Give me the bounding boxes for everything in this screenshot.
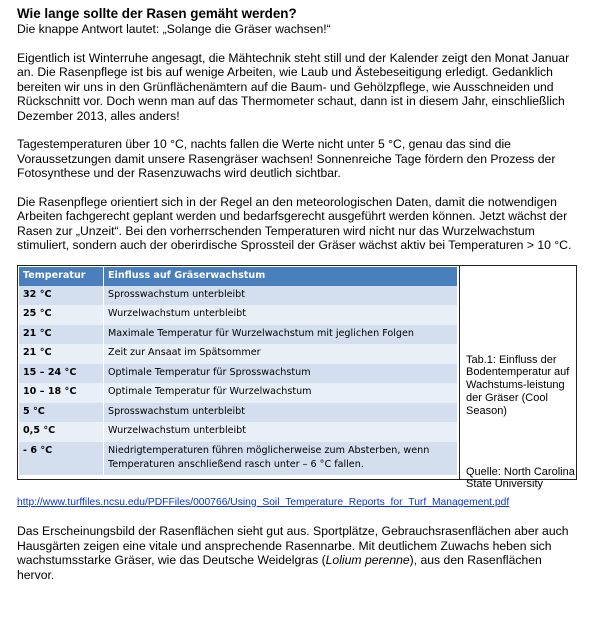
column-header-influence: Einfluss auf Gräserwachstum: [104, 267, 458, 286]
page-title: Wie lange sollte der Rasen gemäht werden?: [17, 6, 297, 21]
subtitle: Die knappe Antwort lautet: „Solange die Gräser wachsen!“: [17, 22, 331, 36]
temperature-cell: 21 °C: [19, 325, 104, 345]
influence-cell: Maximale Temperatur für Wurzelwachstum mit jeglichen Folgen: [104, 325, 458, 345]
influence-cell: Wurzelwachstum unterbleibt: [104, 305, 458, 325]
table-row: [19, 364, 458, 384]
temperature-cell: 25 °C: [19, 305, 104, 325]
closing-text-end: ), aus den Rasenflächen hervor.: [17, 553, 542, 582]
temperature-cell: 5 °C: [19, 403, 104, 423]
influence-cell: Sprosswachstum unterbleibt: [104, 403, 458, 423]
influence-cell: Zeit zur Ansaat im Spätsommer: [104, 344, 458, 364]
temperature-cell: 21 °C: [19, 344, 104, 364]
temperature-table: [19, 267, 458, 475]
paragraph-winter: Eigentlich ist Winterruhe angesagt, die Mähtechnik steht still und der Kalender zeigt den Monat Januar an. Die Rasenpflege ist bis auf wenige Arbeiten, wie Laub und Ästebeseitigung erledigt. Gedanklich bereiten wir uns in den Grünflächenämtern auf die Baum- und Gehölzpflege, wie Ausschneiden und Rückschnitt vor. Doch wenn man auf das Thermometer schaut, dann ist in diesem Jahr, einschließlich Dezember 2013, alles anders!: [17, 50, 570, 123]
species-name: Lolium perenne: [325, 553, 410, 567]
paragraph-closing: [17, 524, 577, 582]
table-row: [19, 442, 458, 475]
source-link[interactable]: http://www.turffiles.ncsu.edu/PDFFiles/000766/Using_Soil_Temperature_Reports_for_Turf_Management.pdf: [17, 496, 510, 508]
temperature-table-frame: [17, 265, 577, 491]
influence-cell: Niedrigtemperaturen führen möglicherweise zum Absterben, wenn Temperaturen anschließend rasch unter – 6 °C fallen.: [104, 442, 458, 475]
temperature-cell: 10 – 18 °C: [19, 383, 104, 403]
closing-text-start: Das Erscheinungsbild der Rasenflächen sieht gut aus. Sportplätze, Gebrauchsrasenflächen aber auch Hausgärten zeigen eine vitale und ansprechende Rasennarbe. Mit deutlichem Zuwachs heben sich wachstumsstarke Gräser, wie das Deutsche Weidelgras (: [17, 524, 569, 567]
table-row: [19, 422, 458, 442]
column-header-temperature: Temperatur: [19, 267, 104, 286]
table-row: [19, 286, 458, 306]
influence-cell: Optimale Temperatur für Wurzelwachstum: [104, 383, 458, 403]
table-source: Quelle: North Carolina State University: [466, 465, 575, 491]
table-row: [19, 305, 458, 325]
temperature-cell: 15 – 24 °C: [19, 364, 104, 384]
table-row: [19, 403, 458, 423]
document-page: [17, 6, 577, 582]
influence-cell: Sprosswachstum unterbleibt: [104, 286, 458, 306]
table-row: [19, 344, 458, 364]
table-row: [19, 383, 458, 403]
influence-cell: Optimale Temperatur für Sprosswachstum: [104, 364, 458, 384]
temperature-cell: - 6 °C: [19, 442, 104, 475]
temperature-cell: 32 °C: [19, 286, 104, 306]
temperature-cell: 0,5 °C: [19, 422, 104, 442]
table-caption: Tab.1: Einfluss der Bodentemperatur auf Wachstums-leistung der Gräser (Cool Season): [466, 353, 570, 417]
paragraph-temperatures: Tagestemperaturen über 10 °C, nachts fallen die Werte nicht unter 5 °C, genau das sind die Voraussetzungen damit unsere Rasengräser wachsen! Sonnenreiche Tage fördern den Prozess der Fotosynthese und der Rasenzuwachs wird deutlich sichtbar.: [17, 137, 556, 180]
table-caption-box: [460, 266, 576, 491]
paragraph-maintenance: Die Rasenpflege orientiert sich in der Regel an den meteorologischen Daten, damit die notwendigen Arbeiten fachgerecht geplant werden und bedarfsgerecht ausgeführt werden können. Jetzt wächst der Rasen zur „Unzeit“. Bei den vorherrschenden Temperaturen wird nicht nur das Wurzelwachstum stimuliert, sondern auch der oberirdische Sprossteil der Gräser wächst aktiv bei Temperaturen > 10 °C.: [17, 194, 572, 252]
table-row: [19, 325, 458, 345]
influence-cell: Wurzelwachstum unterbleibt: [104, 422, 458, 442]
